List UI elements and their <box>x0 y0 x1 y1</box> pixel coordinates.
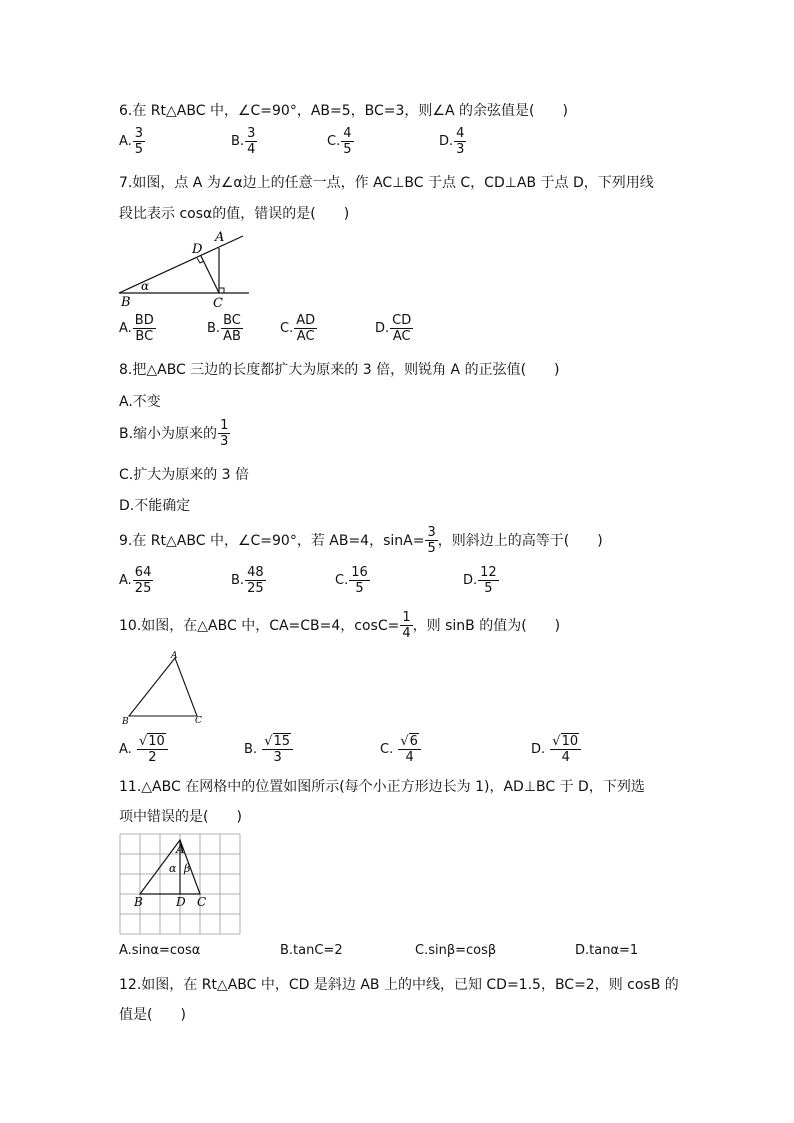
q10-triangle <box>129 658 197 716</box>
q7-option-b[interactable]: B. $\frac{BC}{AB}$ <box>207 313 241 344</box>
q7-stem-line1: 7.如图，点 A 为∠α边上的任意一点，作 AC⊥BC 于点 C，CD⊥AB 于点 D，下列用线 <box>119 175 654 191</box>
q10-figure <box>119 648 211 728</box>
q7-stem-line2: 段比表示 cosα的值，错误的是( ) <box>119 206 350 222</box>
q7-ray <box>119 236 243 293</box>
q11-label-c: C <box>197 895 207 909</box>
q11-stem-line2: 项中错误的是( ) <box>119 809 242 825</box>
q7-label-c: C <box>213 296 223 310</box>
q11-label-beta: β <box>184 862 191 875</box>
q11-label-d: D <box>176 895 186 909</box>
q7-option-d[interactable]: D. $\frac{CD}{AC}$ <box>375 313 412 344</box>
q12-stem-line1: 12.如图，在 Rt△ABC 中，CD 是斜边 AB 上的中线，已知 CD=1.5，BC=2，则 cosB 的 <box>119 977 679 993</box>
q10-option-c[interactable]: C. $\frac{√6}{4}$ <box>380 734 421 765</box>
q10-option-d[interactable]: D. $\frac{√10}{4}$ <box>531 734 581 765</box>
q10-stem: 10.如图，在△ABC 中，CA=CB=4，cosC= $\frac{1}{4}$ ，则 sinB 的值为( ) <box>119 610 561 641</box>
q7-label-b: B <box>121 295 131 310</box>
q6-stem: 6.在 Rt△ABC 中，∠C=90°，AB=5，BC=3，则∠A 的余弦值是( ) <box>119 103 568 119</box>
q9-option-d[interactable]: D. $\frac{12}{5}$ <box>463 565 497 596</box>
q6-option-d[interactable]: D. $\frac{4}{3}$ <box>439 126 465 157</box>
q11-option-a[interactable]: A.sinα=cosα <box>119 943 201 958</box>
q7-figure <box>117 226 257 310</box>
q11-option-d[interactable]: D.tanα=1 <box>575 943 639 958</box>
q12-stem-line2: 值是( ) <box>119 1007 186 1023</box>
q11-option-c[interactable]: C.sinβ=cosβ <box>415 943 497 958</box>
q10-option-a[interactable]: A. $\frac{√10}{2}$ <box>119 734 168 765</box>
q11-figure <box>119 833 247 937</box>
q8-option-d[interactable]: D.不能确定 <box>119 498 191 514</box>
q9-option-a[interactable]: A. $\frac{64}{25}$ <box>119 565 152 596</box>
q8-option-c[interactable]: C.扩大为原来的 3 倍 <box>119 467 250 483</box>
q7-right-angle-c <box>219 288 224 293</box>
q11-label-b: B <box>134 895 143 909</box>
q8-option-b[interactable]: B.缩小为原来的 $\frac{1}{3}$ <box>119 418 229 449</box>
q11-stem-line1: 11.△ABC 在网格中的位置如图所示(每个小正方形边长为 1)，AD⊥BC 于 D，下列选 <box>119 779 645 795</box>
q11-option-b[interactable]: B.tanC=2 <box>280 943 343 958</box>
q6-option-c[interactable]: C. $\frac{4}{5}$ <box>327 126 352 157</box>
q10-label-c: C <box>195 716 202 726</box>
q6-option-b[interactable]: B. $\frac{3}{4}$ <box>231 126 256 157</box>
q6-option-a[interactable]: A. $\frac{3}{5}$ <box>119 126 144 157</box>
q7-option-c[interactable]: C. $\frac{AD}{AC}$ <box>280 313 316 344</box>
q9-stem: 9.在 Rt△ABC 中，∠C=90°，若 AB=4，sinA= $\frac{3}{5}$ ，则斜边上的高等于( ) <box>119 525 603 556</box>
q10-label-b: B <box>122 717 129 727</box>
q9-option-b[interactable]: B. $\frac{48}{25}$ <box>231 565 264 596</box>
q8-option-a[interactable]: A.不变 <box>119 394 161 410</box>
q7-label-d: D <box>192 242 203 257</box>
q11-label-alpha: α <box>169 862 177 875</box>
q7-label-alpha: α <box>141 279 150 293</box>
q10-label-a: A <box>171 651 178 661</box>
q10-option-b[interactable]: B. $\frac{√15}{3}$ <box>244 734 293 765</box>
q9-option-c[interactable]: C. $\frac{16}{5}$ <box>335 565 368 596</box>
q8-stem: 8.把△ABC 三边的长度都扩大为原来的 3 倍，则锐角 A 的正弦值( ) <box>119 362 560 378</box>
q7-option-a[interactable]: A. $\frac{BD}{BC}$ <box>119 313 154 344</box>
q7-label-a: A <box>215 230 225 245</box>
q11-label-a: A <box>176 842 185 856</box>
